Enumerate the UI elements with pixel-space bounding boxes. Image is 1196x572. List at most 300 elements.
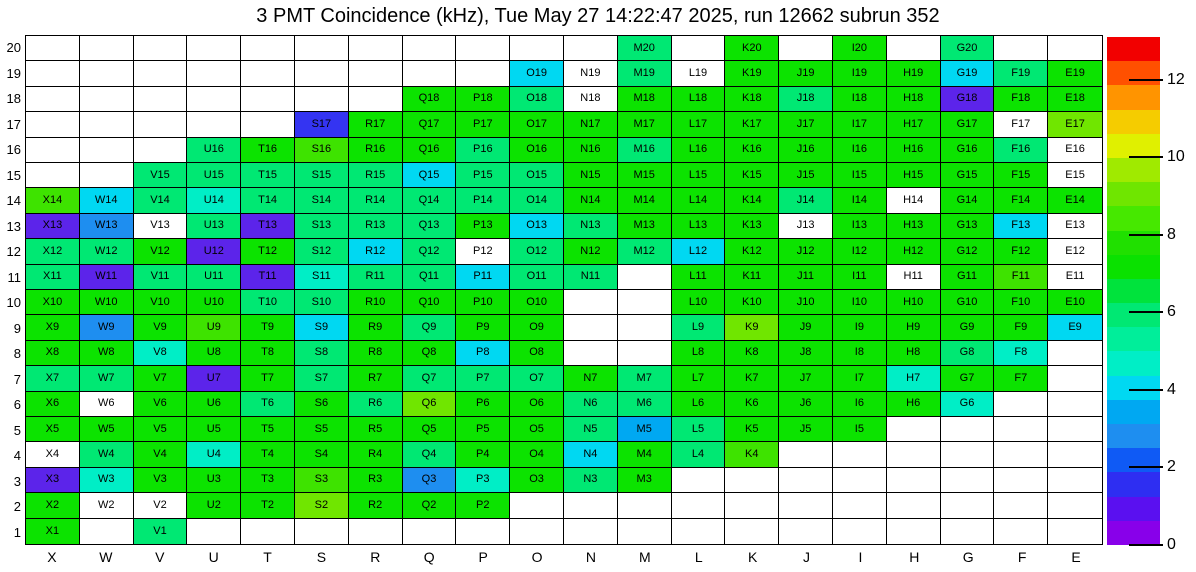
heatmap-cell (779, 87, 833, 112)
heatmap-cell (618, 493, 672, 518)
heatmap-cell (833, 341, 887, 366)
heatmap-cell (295, 87, 349, 112)
cell-label: X9 (45, 321, 60, 334)
cell-label: G10 (956, 295, 978, 308)
heatmap-cell (187, 366, 241, 391)
cell-label: W11 (95, 270, 118, 283)
cell-label: I20 (851, 41, 868, 54)
heatmap-cell (510, 341, 564, 366)
heatmap-cell (403, 341, 457, 366)
heatmap-cell (80, 112, 134, 137)
heatmap-cell (80, 468, 134, 493)
cell-label: U14 (203, 194, 224, 207)
heatmap-cell (618, 214, 672, 239)
cell-label: G17 (956, 117, 978, 130)
cell-label: Q10 (418, 295, 440, 308)
heatmap-cell (456, 163, 510, 188)
heatmap-cell (241, 442, 295, 467)
heatmap-cell (241, 468, 295, 493)
cell-label: L14 (688, 194, 708, 207)
heatmap-cell (994, 239, 1048, 264)
colorbar-band (1107, 448, 1160, 472)
cell-label: R4 (368, 448, 383, 461)
heatmap-cell (80, 493, 134, 518)
cell-label: H18 (903, 92, 924, 105)
cell-label: K5 (745, 422, 759, 435)
cell-label: I15 (851, 168, 868, 181)
cell-label: M18 (633, 92, 655, 105)
heatmap-cell (456, 87, 510, 112)
cell-label: J7 (799, 371, 812, 384)
heatmap-cell (510, 36, 564, 61)
heatmap-cell (403, 61, 457, 86)
x-axis-label: X (47, 549, 57, 565)
cell-label: R9 (368, 321, 383, 334)
heatmap-cell (1048, 214, 1102, 239)
heatmap-cell (510, 392, 564, 417)
colorbar-tick-label: 10 (1167, 148, 1185, 166)
heatmap-cell (672, 61, 726, 86)
cell-label: W6 (97, 397, 115, 410)
heatmap-cell (941, 315, 995, 340)
heatmap-cell (725, 112, 779, 137)
cell-label: S3 (314, 473, 329, 486)
heatmap-cell (134, 519, 188, 544)
colorbar-band (1107, 158, 1160, 182)
heatmap-cell (187, 36, 241, 61)
heatmap-cell (80, 366, 134, 391)
cell-label: H15 (903, 168, 924, 181)
cell-label: J17 (796, 117, 815, 130)
heatmap-cell (672, 315, 726, 340)
heatmap-cell (456, 138, 510, 163)
heatmap-cell (349, 214, 403, 239)
cell-label: T15 (258, 168, 278, 181)
cell-label: G16 (956, 143, 978, 156)
cell-label: H17 (903, 117, 924, 130)
cell-label: W4 (97, 448, 115, 461)
heatmap-cell (779, 112, 833, 137)
cell-label: W14 (94, 194, 118, 207)
heatmap-cell (187, 290, 241, 315)
cell-label: T2 (261, 498, 274, 511)
cell-label: V13 (150, 219, 170, 232)
cell-label: K12 (742, 244, 762, 257)
heatmap-cell (994, 138, 1048, 163)
cell-label: J10 (796, 295, 815, 308)
colorbar-tick-label: 4 (1167, 380, 1176, 398)
cell-label: F11 (1011, 270, 1030, 283)
cell-label: N16 (580, 143, 601, 156)
heatmap-cell (403, 112, 457, 137)
heatmap-cell (80, 315, 134, 340)
heatmap-cell (26, 87, 80, 112)
heatmap-cell (187, 265, 241, 290)
heatmap-cell (134, 163, 188, 188)
heatmap-cell (134, 36, 188, 61)
cell-label: T4 (261, 448, 274, 461)
heatmap-cell (887, 442, 941, 467)
cell-label: P13 (473, 219, 493, 232)
colorbar-band (1107, 424, 1160, 448)
cell-label: S13 (311, 219, 332, 232)
heatmap-cell (618, 138, 672, 163)
heatmap-cell (456, 519, 510, 544)
cell-label: I18 (851, 92, 868, 105)
cell-label: G11 (957, 270, 977, 283)
x-axis-label: J (803, 549, 811, 565)
heatmap-cell (725, 214, 779, 239)
cell-label: N18 (580, 92, 601, 105)
cell-label: G20 (956, 41, 978, 54)
cell-label: E12 (1065, 244, 1085, 257)
heatmap-cell (779, 468, 833, 493)
cell-label: Q8 (421, 346, 437, 359)
cell-label: L17 (688, 117, 708, 130)
heatmap-cell (833, 87, 887, 112)
heatmap-cell (994, 493, 1048, 518)
y-axis-label: 20 (6, 40, 21, 55)
cell-label: P17 (473, 117, 493, 130)
cell-label: H11 (903, 270, 923, 283)
heatmap-cell (349, 239, 403, 264)
heatmap-cell (564, 61, 618, 86)
heatmap-cell (833, 493, 887, 518)
heatmap-cell (994, 87, 1048, 112)
cell-label: X11 (43, 270, 62, 283)
x-axis-label: P (478, 549, 488, 565)
cell-label: M6 (636, 397, 652, 410)
heatmap-cell (187, 112, 241, 137)
x-axis-label: W (99, 549, 113, 565)
cell-label: R14 (365, 194, 386, 207)
colorbar-tick (1129, 389, 1163, 391)
cell-label: I12 (851, 244, 868, 257)
colorbar-band (1107, 110, 1160, 134)
heatmap-cell (295, 519, 349, 544)
heatmap-cell (456, 417, 510, 442)
heatmap-cell (1048, 315, 1102, 340)
y-axis-label: 13 (6, 218, 21, 234)
heatmap-cell (725, 315, 779, 340)
heatmap-cell (187, 214, 241, 239)
x-axis-label: V (155, 549, 165, 565)
heatmap-cell (1048, 163, 1102, 188)
cell-label: V7 (153, 371, 167, 384)
heatmap-cell (403, 519, 457, 544)
heatmap-cell (618, 519, 672, 544)
heatmap-cell (887, 163, 941, 188)
heatmap-cell (994, 442, 1048, 467)
heatmap-cell (672, 214, 726, 239)
heatmap-cell (26, 417, 80, 442)
cell-label: L4 (691, 448, 705, 461)
cell-label: E14 (1065, 194, 1085, 207)
cell-label: I8 (854, 346, 864, 359)
heatmap-cell (564, 239, 618, 264)
cell-label: O9 (529, 321, 544, 334)
cell-label: N12 (580, 244, 601, 257)
cell-label: H9 (906, 321, 921, 334)
cell-label: R15 (365, 168, 386, 181)
cell-label: E10 (1065, 295, 1085, 308)
heatmap-cell (941, 392, 995, 417)
colorbar-band (1107, 376, 1160, 400)
cell-label: R7 (368, 371, 383, 384)
heatmap-cell (779, 315, 833, 340)
cell-label: J19 (796, 67, 815, 80)
cell-label: E18 (1065, 92, 1085, 105)
x-axis-label: T (263, 549, 272, 565)
heatmap-cell (134, 493, 188, 518)
cell-label: O7 (529, 371, 544, 384)
cell-label: N3 (583, 473, 598, 486)
cell-label: O8 (529, 346, 544, 359)
y-axis-label: 4 (13, 448, 21, 463)
heatmap-cell (941, 468, 995, 493)
heatmap-cell (618, 366, 672, 391)
cell-label: P8 (476, 346, 490, 359)
heatmap-cell (725, 341, 779, 366)
heatmap-cell (456, 392, 510, 417)
cell-label: R5 (368, 422, 383, 435)
heatmap-cell (779, 163, 833, 188)
heatmap-cell (26, 138, 80, 163)
heatmap-cell (349, 442, 403, 467)
heatmap-cell (941, 366, 995, 391)
cell-label: U16 (203, 143, 224, 156)
heatmap-cell (994, 417, 1048, 442)
cell-label: J12 (796, 244, 815, 257)
heatmap-cell (241, 112, 295, 137)
heatmap-cell (618, 442, 672, 467)
heatmap-cell (725, 366, 779, 391)
cell-label: R2 (368, 498, 383, 511)
cell-label: R8 (368, 346, 383, 359)
cell-label: N6 (583, 397, 598, 410)
cell-label: H10 (903, 295, 924, 308)
heatmap-cell (349, 112, 403, 137)
heatmap-cell (725, 468, 779, 493)
cell-label: K17 (742, 117, 762, 130)
cell-label: N19 (580, 67, 601, 80)
heatmap-cell (725, 188, 779, 213)
cell-label: I10 (851, 295, 868, 308)
cell-label: E9 (1068, 321, 1082, 334)
cell-label: Q5 (421, 422, 437, 435)
heatmap-cell (26, 315, 80, 340)
heatmap-cell (779, 61, 833, 86)
cell-label: S8 (314, 346, 329, 359)
heatmap-cell (241, 239, 295, 264)
heatmap-cell (833, 138, 887, 163)
cell-label: U6 (206, 397, 221, 410)
colorbar-tick (1129, 156, 1163, 158)
heatmap-cell (564, 290, 618, 315)
cell-label: F16 (1011, 143, 1031, 156)
cell-label: I16 (851, 143, 868, 156)
heatmap-cell (295, 341, 349, 366)
heatmap-cell (1048, 87, 1102, 112)
cell-label: U10 (203, 295, 224, 308)
cell-label: I17 (851, 117, 868, 130)
cell-label: K16 (742, 143, 762, 156)
x-axis-label: E (1071, 549, 1081, 565)
cell-label: T11 (258, 270, 277, 283)
heatmap-cell (618, 341, 672, 366)
cell-label: S17 (311, 117, 332, 130)
cell-label: X13 (42, 219, 63, 232)
heatmap-cell (887, 239, 941, 264)
heatmap-cell (26, 519, 80, 544)
heatmap-cell (564, 392, 618, 417)
cell-label: U15 (203, 168, 224, 181)
heatmap-cell (456, 112, 510, 137)
heatmap-cell (241, 138, 295, 163)
heatmap-cell (725, 163, 779, 188)
heatmap-cell (564, 519, 618, 544)
cell-label: P5 (476, 422, 490, 435)
cell-label: F12 (1011, 244, 1031, 257)
heatmap-cell (295, 417, 349, 442)
cell-label: Q6 (421, 397, 437, 410)
cell-label: P16 (473, 143, 493, 156)
heatmap-cell (80, 341, 134, 366)
colorbar-band (1107, 206, 1160, 230)
cell-label: P9 (476, 321, 490, 334)
cell-label: F14 (1011, 194, 1031, 207)
heatmap-cell (618, 163, 672, 188)
heatmap-cell (833, 290, 887, 315)
heatmap-cell (187, 468, 241, 493)
heatmap-cell (510, 468, 564, 493)
heatmap-cell (241, 392, 295, 417)
heatmap-cell (1048, 112, 1102, 137)
heatmap-cell (725, 138, 779, 163)
cell-label: N7 (583, 371, 598, 384)
heatmap-cell (564, 87, 618, 112)
heatmap-cell (349, 290, 403, 315)
heatmap-cell (403, 36, 457, 61)
cell-label: G18 (956, 92, 978, 105)
cell-label: G13 (956, 219, 978, 232)
x-axis-label: F (1017, 549, 1027, 565)
cell-label: X14 (42, 194, 63, 207)
cell-label: H13 (903, 219, 924, 232)
heatmap-cell (618, 290, 672, 315)
heatmap-grid (25, 35, 1103, 545)
heatmap-cell (241, 163, 295, 188)
heatmap-cell (456, 214, 510, 239)
heatmap-cell (295, 239, 349, 264)
cell-label: U13 (203, 219, 224, 232)
heatmap-cell (241, 417, 295, 442)
heatmap-cell (456, 468, 510, 493)
y-axis-label: 16 (6, 142, 21, 157)
colorbar-band (1107, 472, 1160, 496)
cell-label: G19 (956, 67, 978, 80)
cell-label: L16 (688, 143, 708, 156)
cell-label: K13 (742, 219, 762, 232)
heatmap-cell (241, 341, 295, 366)
cell-label: Q7 (421, 371, 437, 384)
heatmap-cell (779, 239, 833, 264)
heatmap-cell (672, 442, 726, 467)
cell-label: W9 (97, 321, 115, 334)
heatmap-cell (1048, 442, 1102, 467)
cell-label: K15 (742, 168, 762, 181)
cell-label: R3 (368, 473, 383, 486)
cell-label: I5 (854, 422, 864, 435)
heatmap-cell (134, 87, 188, 112)
heatmap-cell (618, 417, 672, 442)
heatmap-cell (295, 188, 349, 213)
cell-label: H6 (906, 397, 921, 410)
heatmap-cell (618, 87, 672, 112)
cell-label: R10 (365, 295, 386, 308)
y-axis-label: 1 (13, 524, 21, 540)
cell-label: F18 (1011, 92, 1031, 105)
heatmap-cell (564, 493, 618, 518)
heatmap-cell (134, 341, 188, 366)
y-axis-label: 11 (7, 269, 21, 285)
cell-label: L11 (689, 270, 707, 283)
cell-label: W8 (97, 346, 115, 359)
cell-label: V2 (153, 498, 167, 511)
cell-label: X7 (45, 371, 60, 384)
cell-label: L12 (688, 244, 708, 257)
heatmap-cell (134, 468, 188, 493)
cell-label: E19 (1065, 67, 1085, 80)
x-axis (25, 548, 1103, 566)
heatmap-cell (994, 315, 1048, 340)
cell-label: T10 (258, 295, 278, 308)
heatmap-cell (403, 239, 457, 264)
cell-label: Q18 (418, 92, 440, 105)
heatmap-cell (403, 468, 457, 493)
heatmap-cell (672, 366, 726, 391)
cell-label: F13 (1011, 219, 1031, 232)
heatmap-cell (887, 493, 941, 518)
cell-label: T7 (261, 371, 274, 384)
heatmap-cell (510, 290, 564, 315)
heatmap-cell (26, 493, 80, 518)
heatmap-cell (887, 519, 941, 544)
heatmap-cell (26, 36, 80, 61)
heatmap-cell (187, 188, 241, 213)
cell-label: H7 (906, 371, 921, 384)
heatmap-cell (241, 36, 295, 61)
cell-label: X2 (45, 498, 60, 511)
heatmap-cell (887, 265, 941, 290)
y-axis-label: 18 (6, 91, 21, 106)
cell-label: G7 (959, 371, 975, 384)
heatmap-cell (618, 188, 672, 213)
heatmap-cell (1048, 265, 1102, 290)
heatmap-cell (26, 366, 80, 391)
cell-label: L9 (691, 321, 705, 334)
heatmap-cell (80, 138, 134, 163)
heatmap-cell (994, 290, 1048, 315)
cell-label: J11 (797, 270, 815, 283)
heatmap-cell (80, 442, 134, 467)
colorbar-tick-label: 6 (1167, 303, 1176, 321)
heatmap-cell (941, 417, 995, 442)
heatmap-cell (187, 417, 241, 442)
heatmap-cell (295, 392, 349, 417)
heatmap-cell (1048, 366, 1102, 391)
heatmap-cell (779, 519, 833, 544)
